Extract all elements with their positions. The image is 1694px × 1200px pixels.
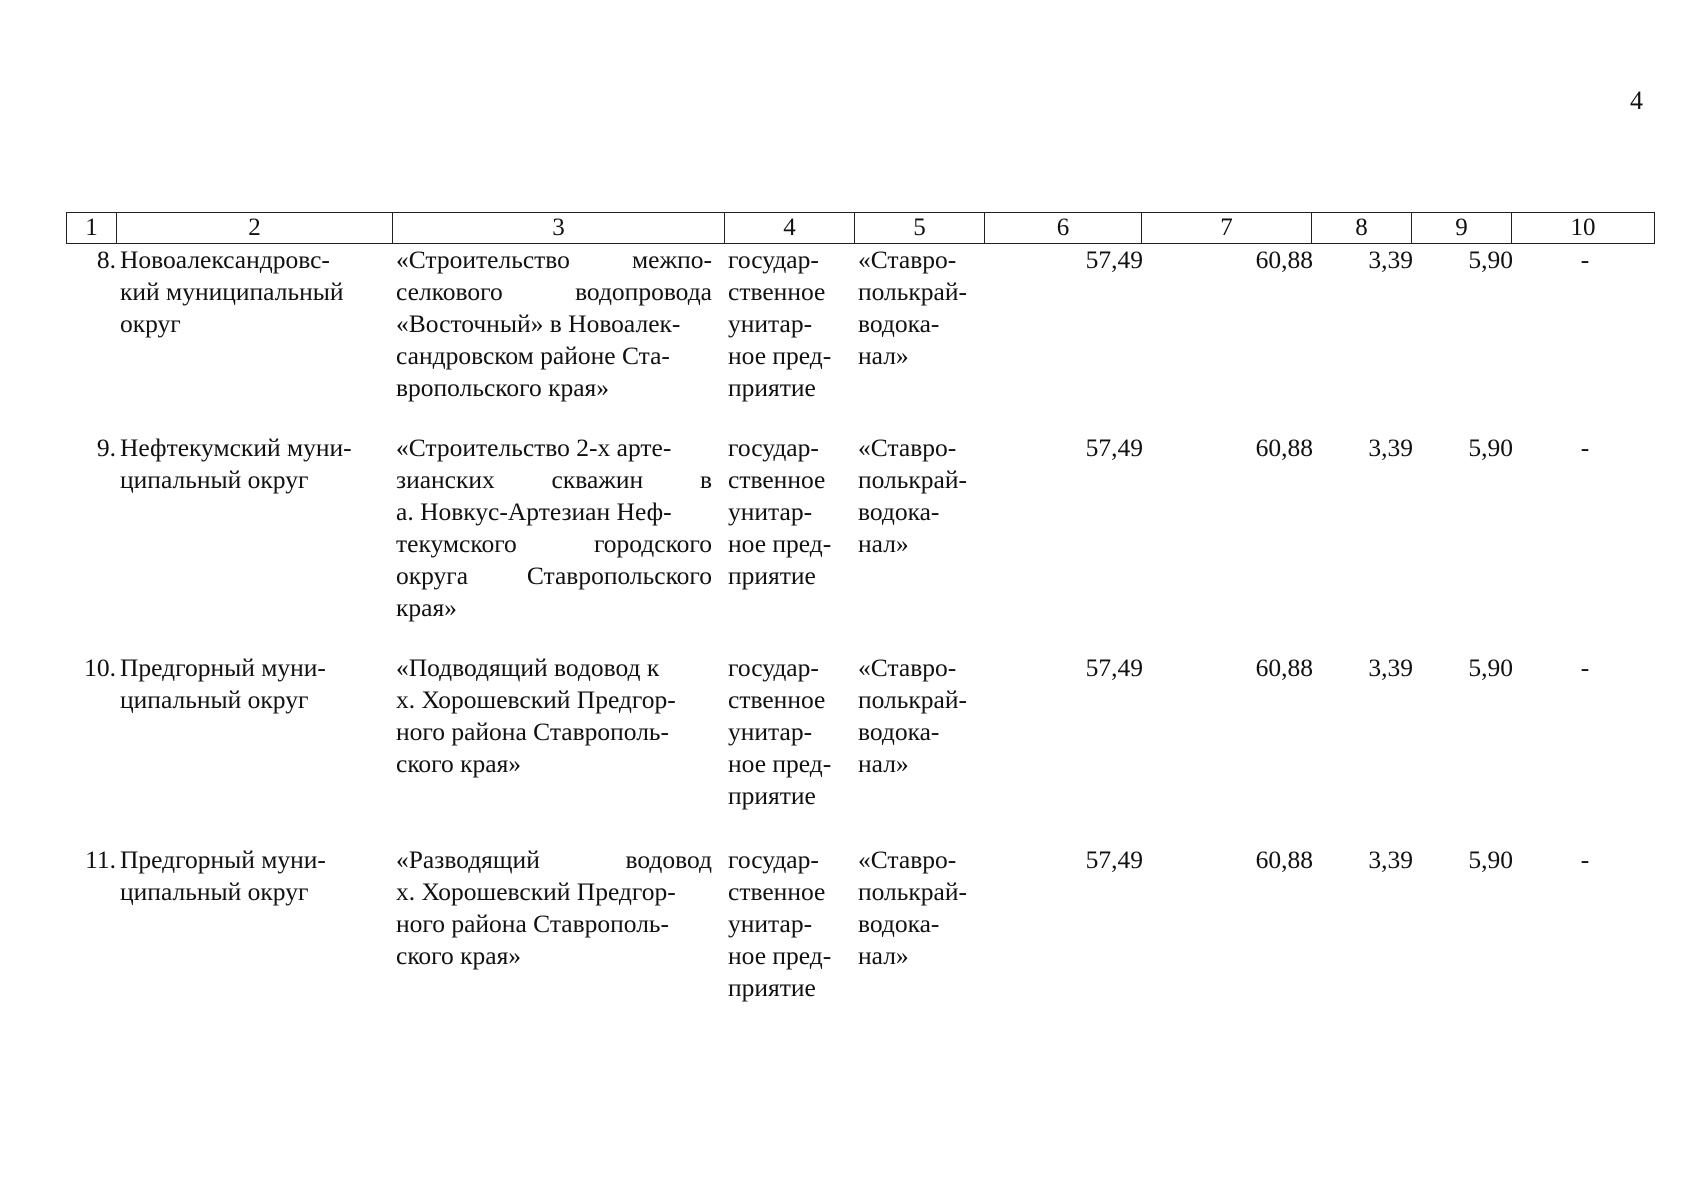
project-word: «Строительство 2-х арте- — [396, 433, 672, 462]
project-word: х. Хорошевский Предгор- — [396, 685, 676, 714]
project-name-line — [396, 496, 712, 528]
organization-name-line: «Ставро- — [858, 653, 957, 682]
project-name — [396, 244, 712, 404]
project-name-line — [396, 528, 712, 560]
project-word: «Строительство — [396, 245, 570, 274]
organization-type-line: ственное — [728, 465, 826, 494]
organization-name-line: «Ставро- — [858, 845, 957, 874]
organization-name-line: нал» — [858, 529, 909, 558]
organization-type-line: ственное — [728, 877, 826, 906]
project-name-line — [396, 652, 712, 684]
value-column-10: - — [1580, 653, 1590, 682]
value-column-8: 3,39 — [1368, 433, 1413, 462]
organization-type-line: приятие — [728, 973, 816, 1002]
project-name-line — [396, 308, 712, 340]
organization-type-line: ное пред- — [728, 341, 832, 370]
municipality-name-line: Предгорный муни- — [120, 653, 326, 682]
project-name-line — [396, 464, 712, 496]
organization-type-line: ственное — [728, 277, 826, 306]
value-column-7: 60,88 — [1255, 845, 1313, 874]
project-word: водовод — [625, 845, 712, 874]
project-word: текумского — [396, 529, 517, 558]
project-word: округа — [396, 561, 469, 590]
value-column-8: 3,39 — [1368, 653, 1413, 682]
organization-type — [728, 652, 850, 812]
project-name-line — [396, 844, 712, 876]
organization-name-line: водока- — [858, 717, 940, 746]
project-word: межпо- — [632, 245, 712, 274]
value-column-7: 60,88 — [1255, 433, 1313, 462]
municipality-name-line: ципальный округ — [120, 465, 309, 494]
project-name-line — [396, 716, 712, 748]
project-word: х. Хорошевский Предгор- — [396, 877, 676, 906]
organization-type-line: унитар- — [728, 497, 813, 526]
column-header-10: 10 — [1512, 213, 1655, 244]
column-header-5: 5 — [855, 213, 985, 244]
organization-name-line: «Ставро- — [858, 245, 957, 274]
project-name — [396, 432, 712, 624]
value-column-8: 3,39 — [1368, 845, 1413, 874]
column-header-3: 3 — [393, 213, 725, 244]
organization-type — [728, 244, 850, 404]
column-header-1: 1 — [67, 213, 117, 244]
organization-name-line: нал» — [858, 749, 909, 778]
municipality-name — [120, 652, 374, 716]
column-number-header — [66, 212, 1655, 244]
organization-type-line: государ- — [728, 845, 819, 874]
value-column-9: 5,90 — [1468, 845, 1513, 874]
value-column-10: - — [1580, 845, 1590, 874]
value-column-10: - — [1580, 433, 1590, 462]
column-header-7: 7 — [1142, 213, 1312, 244]
organization-name-line: водока- — [858, 909, 940, 938]
municipality-name-line: кий муниципальный — [120, 277, 344, 306]
project-word: городского — [593, 529, 712, 558]
project-name-line — [396, 592, 712, 624]
organization-name-line: полькрай- — [858, 277, 968, 306]
organization-name-line: водока- — [858, 497, 940, 526]
organization-name-line: «Ставро- — [858, 433, 957, 462]
project-name-line — [396, 276, 712, 308]
project-word: а. Новкус-Артезиан Неф- — [396, 497, 672, 526]
project-name — [396, 652, 712, 780]
organization-type-line: государ- — [728, 433, 819, 462]
project-name-line — [396, 908, 712, 940]
value-column-7: 60,88 — [1255, 653, 1313, 682]
project-word: селкового — [396, 277, 503, 306]
organization-name-line: нал» — [858, 341, 909, 370]
organization-type-line: ное пред- — [728, 749, 832, 778]
value-column-10: - — [1580, 245, 1590, 274]
project-name-line — [396, 876, 712, 908]
organization-name — [858, 652, 984, 780]
organization-name — [858, 432, 984, 560]
value-column-9: 5,90 — [1468, 653, 1513, 682]
project-word: «Разводящий — [396, 845, 540, 874]
organization-name-line: водока- — [858, 309, 940, 338]
page-number: 4 — [1630, 86, 1643, 115]
project-word: ского края» — [396, 941, 522, 970]
value-column-6: 57,49 — [1085, 845, 1143, 874]
municipality-name-line: ципальный округ — [120, 685, 309, 714]
project-word: ного района Ставрополь- — [396, 717, 670, 746]
value-column-6: 57,49 — [1085, 245, 1143, 274]
value-column-9: 5,90 — [1468, 433, 1513, 462]
organization-type-line: приятие — [728, 561, 816, 590]
organization-name-line: полькрай- — [858, 685, 968, 714]
row-number: 11. — [85, 845, 116, 874]
municipality-name-line: ципальный округ — [120, 877, 309, 906]
organization-name — [858, 844, 984, 972]
project-name-line — [396, 432, 712, 464]
organization-type — [728, 844, 850, 1004]
project-name — [396, 844, 712, 972]
organization-name-line: нал» — [858, 941, 909, 970]
project-word: водопровода — [575, 277, 712, 306]
organization-type-line: унитар- — [728, 309, 813, 338]
organization-type-line: приятие — [728, 373, 816, 402]
project-word: края» — [396, 593, 457, 622]
organization-type-line: ное пред- — [728, 941, 832, 970]
organization-type-line: приятие — [728, 781, 816, 810]
column-header-4: 4 — [725, 213, 855, 244]
municipality-name-line: округ — [120, 309, 181, 338]
project-word: «Подводящий водовод к — [396, 653, 660, 682]
organization-type — [728, 432, 850, 592]
organization-type-line: ное пред- — [728, 529, 832, 558]
project-name-line — [396, 244, 712, 276]
municipality-name — [120, 432, 374, 496]
municipality-name-line: Нефтекумский муни- — [120, 433, 352, 462]
organization-type-line: государ- — [728, 653, 819, 682]
value-column-6: 57,49 — [1085, 433, 1143, 462]
municipality-name — [120, 844, 374, 908]
project-word: ного района Ставрополь- — [396, 909, 670, 938]
municipality-name — [120, 244, 374, 340]
project-word: в — [699, 465, 712, 494]
project-word: вропольского края» — [396, 373, 610, 402]
value-column-6: 57,49 — [1085, 653, 1143, 682]
project-name-line — [396, 940, 712, 972]
project-word: сандровском районе Ста- — [396, 341, 670, 370]
project-word: зианских — [396, 465, 495, 494]
value-column-9: 5,90 — [1468, 245, 1513, 274]
organization-name — [858, 244, 984, 372]
row-number: 10. — [84, 653, 116, 682]
organization-name-line: полькрай- — [858, 465, 968, 494]
organization-type-line: унитар- — [728, 909, 813, 938]
column-header-6: 6 — [985, 213, 1142, 244]
organization-name-line: полькрай- — [858, 877, 968, 906]
column-header-2: 2 — [117, 213, 393, 244]
row-number: 9. — [96, 433, 116, 462]
project-name-line — [396, 340, 712, 372]
project-word: скважин — [551, 465, 644, 494]
organization-type-line: государ- — [728, 245, 819, 274]
project-name-line — [396, 748, 712, 780]
row-number: 8. — [96, 245, 116, 274]
project-name-line — [396, 684, 712, 716]
column-header-8: 8 — [1312, 213, 1412, 244]
project-word: «Восточный» в Новоалек- — [396, 309, 681, 338]
municipality-name-line: Новоалександровс- — [120, 245, 330, 274]
value-column-8: 3,39 — [1368, 245, 1413, 274]
organization-type-line: унитар- — [728, 717, 813, 746]
project-name-line — [396, 560, 712, 592]
value-column-7: 60,88 — [1255, 245, 1313, 274]
municipality-name-line: Предгорный муни- — [120, 845, 326, 874]
project-word: Ставропольского — [526, 561, 712, 590]
project-name-line — [396, 372, 712, 404]
column-header-9: 9 — [1412, 213, 1512, 244]
project-word: ского края» — [396, 749, 522, 778]
organization-type-line: ственное — [728, 685, 826, 714]
